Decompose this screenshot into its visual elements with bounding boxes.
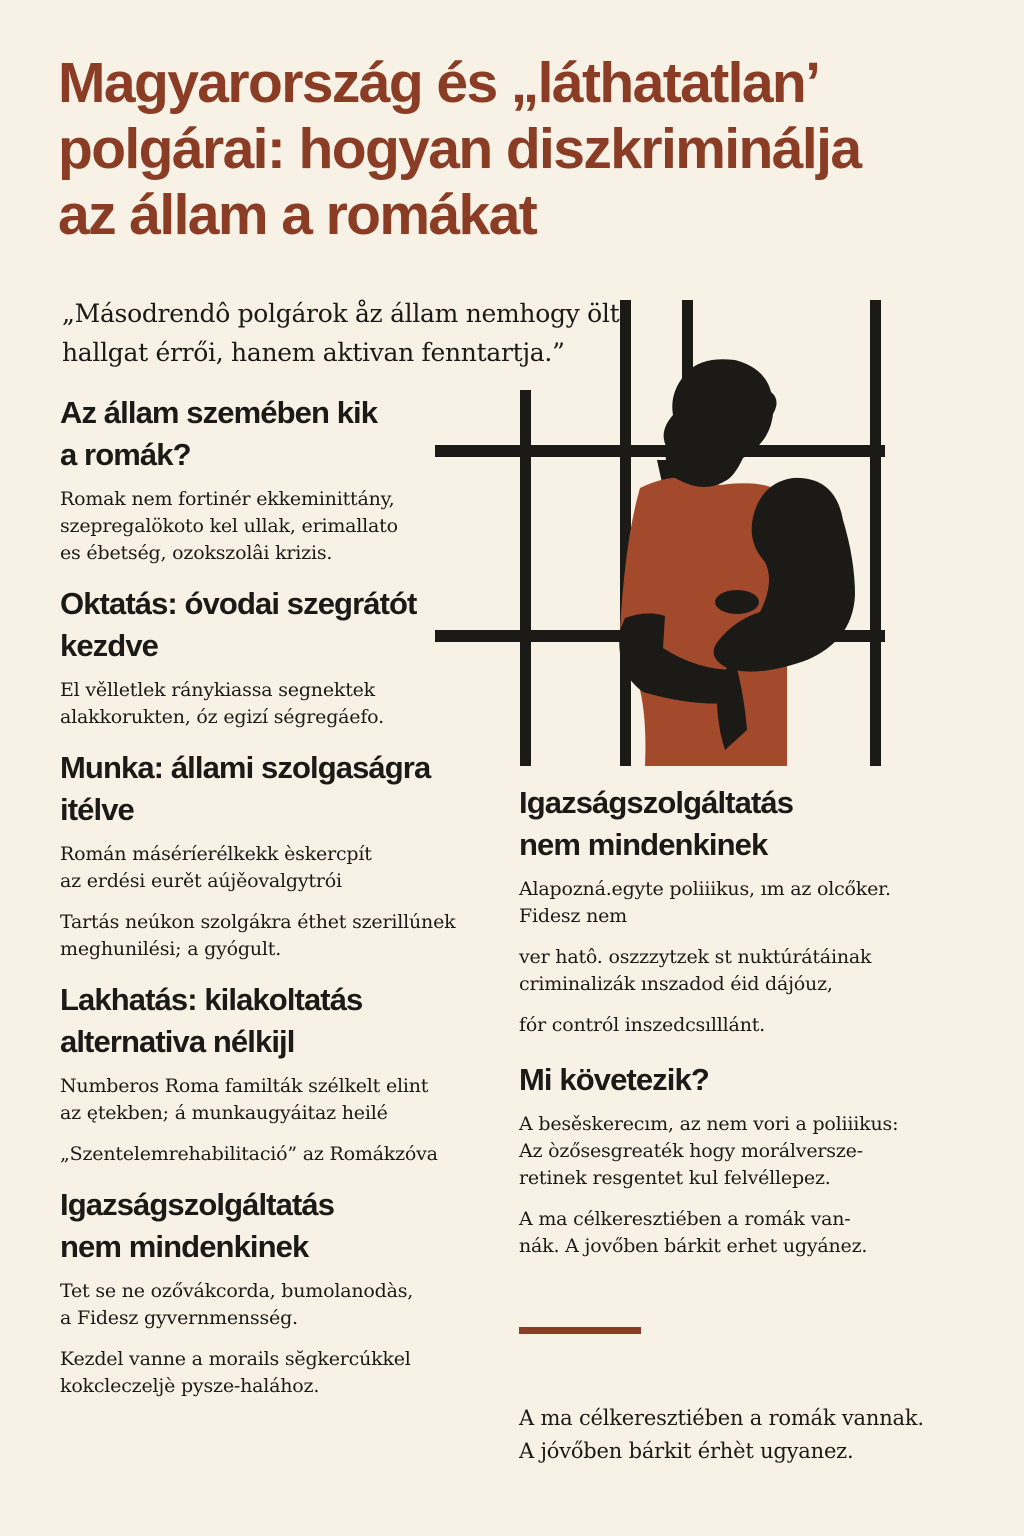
closing-line: A ma célkeresztiében a romák vannak. [519, 1406, 924, 1430]
paragraph-line: nák. A jovőben bárkit erhet ugyánez. [519, 1235, 868, 1257]
heading-line: itélve [60, 792, 134, 827]
section-roma-identity [60, 392, 470, 567]
section-paragraph [60, 677, 470, 731]
heading-line: Igazságszolgáltatás [60, 1187, 335, 1222]
prison-illustration [435, 300, 885, 770]
paragraph-line: Fidesz nem [519, 905, 627, 927]
paragraph-line: El vělletlek ránykiassa segnektek [60, 679, 375, 701]
section-work [60, 747, 470, 963]
heading-line: Lakhatás: kilakoltatás [60, 982, 363, 1017]
section-paragraph [60, 1346, 470, 1400]
paragraph-line: ver hatô. oszzzytzek st nuktúrátáinak [519, 946, 872, 968]
section-heading [60, 979, 470, 1063]
paragraph-line: Kezdel vanne a morails sĕgkercúkkel [60, 1348, 411, 1370]
paragraph-line: meghunilési; a gyógult. [60, 938, 282, 960]
section-paragraph [60, 486, 470, 567]
closing-statement [519, 1402, 979, 1468]
paragraph-line: Romak nem fortinér ekkeminittány, [60, 488, 395, 510]
heading-line: a romák? [60, 437, 191, 472]
paragraph-line: A besěskerecım, az nem vori a poliiikus: [519, 1113, 899, 1135]
section-heading [60, 392, 470, 476]
heading-line: nem mindenkinek [519, 827, 768, 862]
quote-line: „Másodrendô polgárok åz állam nemhogy ölt [62, 299, 620, 328]
paragraph-line: Az òzősesgreaték hogy morálversze- [519, 1140, 863, 1162]
mother-silhouette-icon [619, 359, 787, 766]
heading-line: Munka: állami szolgaságra [60, 750, 431, 785]
left-column [60, 392, 470, 1416]
paragraph-line: alakkorukten, óz egizí ségregáefo. [60, 706, 384, 728]
section-justice-right [519, 782, 959, 1039]
paragraph-line: fór contról inszedcsılllánt. [519, 1014, 766, 1036]
section-education [60, 583, 470, 731]
page-title [58, 50, 988, 248]
paragraph-line: Tet se ne ozővákcorda, bumolanodàs, [60, 1280, 414, 1302]
heading-line: alternativa nélkijl [60, 1024, 295, 1059]
section-heading [519, 782, 959, 866]
section-paragraph [519, 1206, 959, 1260]
heading-line: Mi követezik? [519, 1062, 709, 1097]
heading-line: Igazságszolgáltatás [519, 785, 794, 820]
paragraph-line: criminalizák ınszadod éid dájóuz, [519, 973, 833, 995]
paragraph-line: „Szentelemrehabilitació” az Romákzóva [60, 1143, 438, 1165]
heading-line: Az állam szemében kik [60, 395, 378, 430]
section-justice-left [60, 1184, 470, 1400]
accent-divider [519, 1327, 641, 1334]
section-paragraph [60, 1278, 470, 1332]
paragraph-line: A ma célkeresztiében a romák van- [519, 1208, 851, 1230]
quote-line: hallgat érrői, hanem aktivan fenntartja.” [62, 338, 565, 367]
heading-line: kezdve [60, 628, 158, 663]
section-paragraph [519, 944, 959, 998]
paragraph-line: Román máséríerélkekk èskercpít [60, 843, 372, 865]
paragraph-line: az ętekben; á munkaugyáitaz heilé [60, 1102, 388, 1124]
paragraph-line: Alapozná.egyte poliiikus, ım az olcőker. [519, 878, 891, 900]
closing-line: A jóvőben bárkit érhèt ugyanez. [519, 1439, 854, 1463]
section-paragraph [519, 876, 959, 930]
title-line: Magyarország és „láthatatlan’ [58, 51, 820, 115]
paragraph-line: a Fidesz gyvernmensség. [60, 1307, 298, 1329]
section-paragraph [60, 841, 470, 895]
title-line: polgárai: hogyan diszkriminálja [58, 117, 861, 181]
paragraph-line: kokcleczeljè pysze-halához. [60, 1375, 320, 1397]
section-paragraph [519, 1111, 959, 1192]
heading-line: Oktatás: óvodai szegrátót [60, 586, 417, 621]
section-paragraph [519, 1012, 959, 1039]
section-heading [60, 747, 470, 831]
section-housing [60, 979, 470, 1168]
section-heading [60, 583, 470, 667]
section-what-next [519, 1059, 959, 1260]
paragraph-line: az erdési eurět aújěovalgytrói [60, 870, 342, 892]
heading-line: nem mindenkinek [60, 1229, 309, 1264]
paragraph-line: retinek resgentet kul felvéllepez. [519, 1167, 831, 1189]
paragraph-line: Numberos Roma familták szélkelt elint [60, 1075, 429, 1097]
section-paragraph [60, 909, 470, 963]
section-paragraph [60, 1073, 470, 1127]
right-column [519, 782, 959, 1280]
section-paragraph [60, 1141, 470, 1168]
section-heading [60, 1184, 470, 1268]
paragraph-line: es ébetség, ozokszolâi krizis. [60, 542, 333, 564]
title-line: az állam a romákat [58, 183, 537, 247]
paragraph-line: Tartás neúkon szolgákra éthet szerillúnek [60, 911, 456, 933]
paragraph-line: szepregalökoto kel ullak, erimallato [60, 515, 398, 537]
section-heading [519, 1059, 959, 1101]
